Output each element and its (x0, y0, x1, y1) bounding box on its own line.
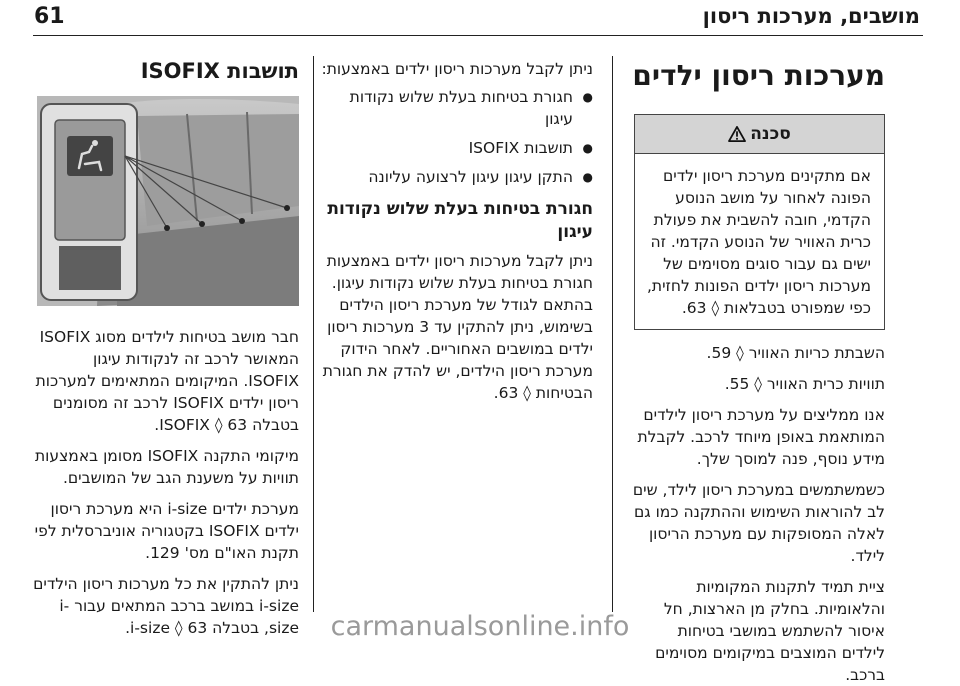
list-item: ● תושבות ISOFIX (321, 137, 593, 159)
left-column (33, 58, 299, 639)
section-title: מערכות ריסון ילדים (632, 59, 885, 92)
paragraph-i-size-definition: מערכת ילדים i-size היא מערכת ריסון ילדים ISOFIX בקטגוריה אוניברסלית לפי תקנת האו"ם מס' 129. (34, 500, 299, 562)
running-title: מושבים, מערכות ריסון (702, 4, 920, 28)
list-item: ● התקן עיגון עיגון לרצועה עליונה (321, 166, 593, 188)
paragraph-instructions: כשמשתמשים במערכת ריסון לילד, שים לב להוראות השימוש וההתקנה כמו גם לאלה המסופקות עם מערכת הריסון לילד. (632, 481, 885, 565)
paragraph-airbag-label: תוויות כרית האוויר ◊ 55. (724, 375, 885, 393)
paragraph-i-size-fitting: ניתן להתקין את כל מערכות ריסון הילדים i-size במושב ברכב המתאים עבור i-size, בטבלה i-size ◊ 63. (33, 575, 299, 637)
watermark: carmanualsonline.info (330, 611, 630, 642)
right-column (630, 58, 885, 686)
warning-triangle-icon (728, 126, 746, 142)
page-number: 61 (34, 4, 65, 29)
warning-box (634, 114, 885, 330)
warning-text: אם מתקינים מערכת ריסון ילדים הפונה לאחור על מושב הנוסע הקדמי, חובה להשבית את פעולת כרית האוויר של הנוסע הקדמי. זה ישים גם עבור סוגים מסוימים של מערכות ריסון ילדים הפונות לחזית, כפי שמפורט בטבלאות ◊ 63. (646, 167, 871, 317)
paragraph-regulations: ציית תמיד לתקנות המקומיות והלאומיות. בחלק מן הארצות, חל איסור להשתמש במושבי בטיחות לילדים המוצבים במיקומים מסוימים ברכב. (655, 578, 885, 684)
header-rule (33, 35, 923, 36)
isofix-rear-seat-image (37, 96, 299, 306)
paragraph-isofix-fitting: חבר מושב בטיחות לילדים מסוג ISOFIX המאושר לרכב זה לנקודות עיגון ISOFIX. המיקומים המתאימים למערכות ריסון ילדים ISOFIX לרכב זה מסומנים בטבלה ISOFIX ◊ 63. (35, 328, 299, 434)
paragraph-recommendation: אנו ממליצים על מערכת ריסון לילדים המותאמת באופן מיוחד לרכב. לקבלת מידע נוסף, פנה למוסך שלך. (637, 406, 885, 468)
list-item: ● חגורת בטיחות בעלת שלוש נקודות עיגון (321, 86, 593, 130)
mounting-options-list (321, 86, 593, 188)
subheading-three-point-belt: חגורת בטיחות בעלת שלוש נקודות עיגון (327, 199, 593, 242)
middle-column (321, 58, 593, 404)
isofix-title: תושבות ISOFIX (140, 59, 299, 83)
paragraph-airbag-deactivation: השבתת כריות האוויר ◊ 59. (706, 344, 885, 362)
column-divider-right (612, 56, 613, 612)
warning-heading: סכנה (750, 124, 791, 144)
warning-header (635, 115, 884, 154)
column-divider-left (313, 56, 314, 612)
paragraph-three-point-belt: ניתן לקבל מערכות ריסון ילדים באמצעות חגורת בטיחות בעלת שלוש נקודות עיגון. בהתאם לגודל של מערכת ריסון הילדים בשימוש, ניתן להתקין עד 3 מערכות ריסון ילדים במושבים האחוריים. לאחר הידוק מערכת ריסון הילדים, יש להדק את חגורת הבטיחות ◊ 63. (322, 252, 593, 402)
page-header (0, 0, 960, 36)
paragraph-isofix-labels: מיקומי התקנה ISOFIX מסומן באמצעות תוויות על משענת הגב של המושבים. (34, 447, 299, 487)
intro-text: ניתן לקבל מערכות ריסון ילדים באמצעות: (321, 60, 593, 78)
